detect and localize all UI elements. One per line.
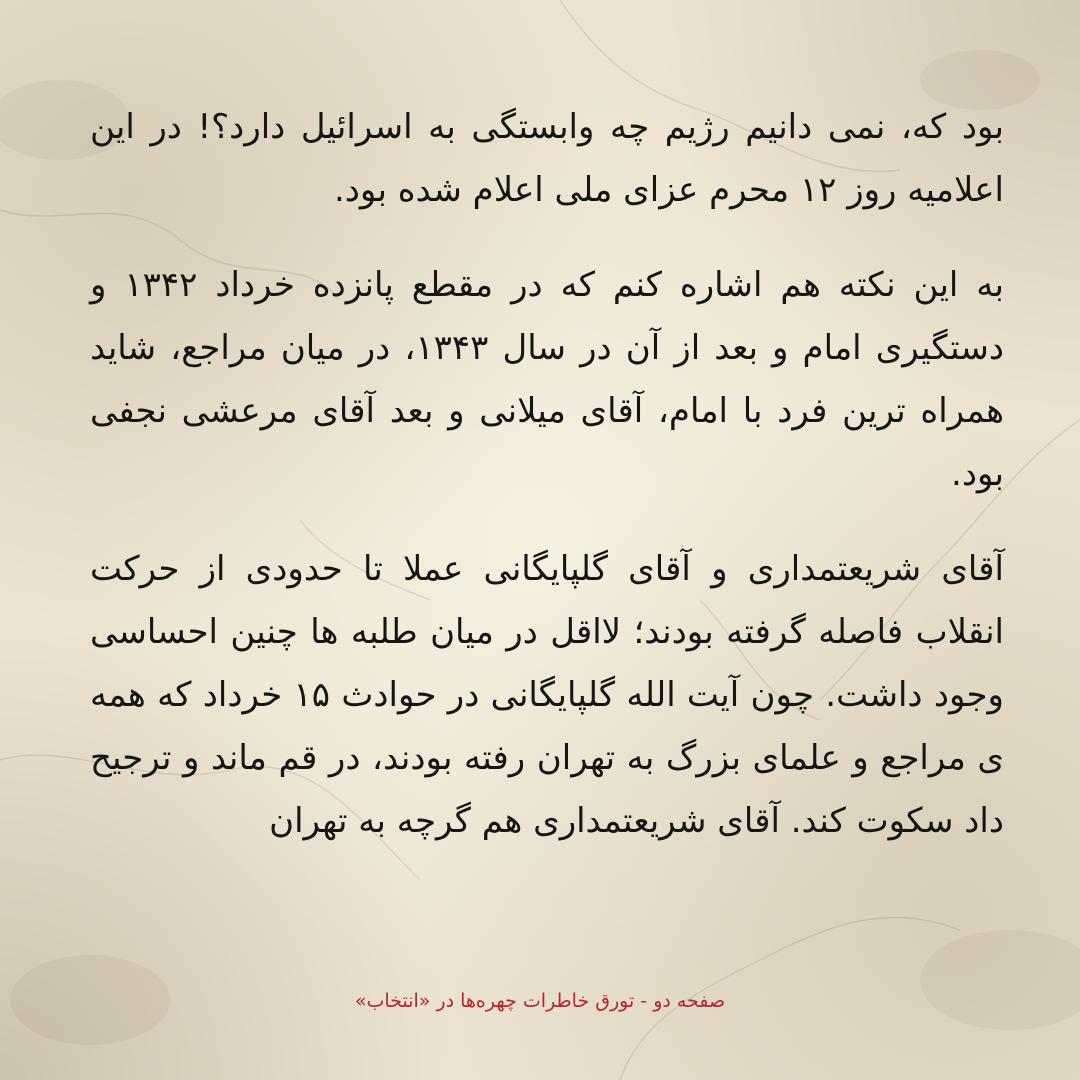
paragraph-2: به این نکته هم اشاره کنم که در مقطع پانزده خرداد ۱۳۴۲ و دستگیری امام و بعد از آن در سال ۱۳۴۳، در میان مراجع، شاید همراه ترین فرد با امام، آقای میلانی و بعد آقای مرعشی نجفی بود. xyxy=(90,265,1004,494)
article-body xyxy=(90,96,1004,853)
paragraph-1: بود که، نمی دانیم رژیم چه وابستگی به اسرائیل دارد؟! در این اعلامیه روز ۱۲ محرم عزای ملی اعلام شده بود. xyxy=(90,107,1004,210)
page-footer-caption: صفحه دو - تورق خاطرات چهره‌ها در «انتخاب» xyxy=(354,990,726,1012)
paragraph-3: آقای شریعتمداری و آقای گلپایگانی عملا تا حدودی از حرکت انقلاب فاصله گرفته بودند؛ لااقل در میان طلبه ها چنین احساسی وجود داشت. چون آیت الله گلپایگانی در حوادث ۱۵ خرداد که همه ی مراجع و علمای بزرگ به تهران رفته بودند، در قم ماند و ترجیح داد سکوت کند. آقای شریعتمداری هم گرچه به تهران xyxy=(90,549,1004,841)
